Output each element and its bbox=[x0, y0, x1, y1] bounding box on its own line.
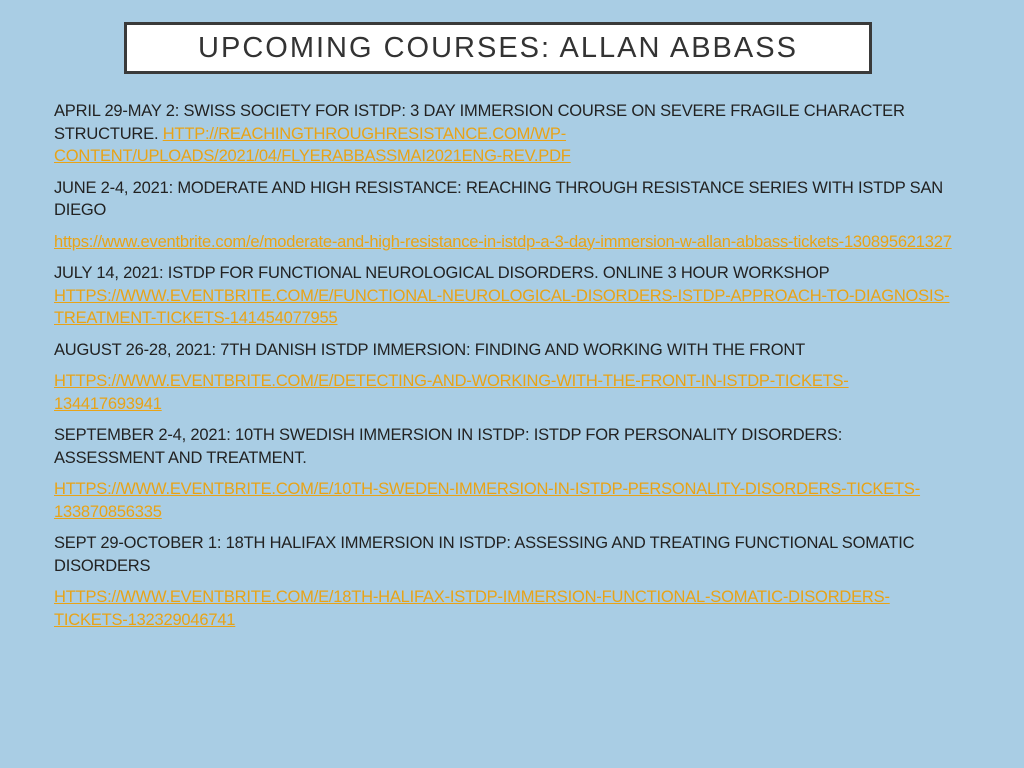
course-link-halifax[interactable]: HTTPS://WWW.EVENTBRITE.COM/E/18TH-HALIFAX-ISTDP-IMMERSION-FUNCTIONAL-SOMATIC-DISORDERS-TICKETS-132329046741 bbox=[54, 588, 890, 629]
slide-title: UPCOMING COURSES: ALLAN ABBASS bbox=[198, 31, 798, 64]
title-box bbox=[124, 22, 872, 74]
course-item-neurological bbox=[54, 262, 954, 330]
course-text-danish: AUGUST 26-28, 2021: 7TH DANISH ISTDP IMMERSION: FINDING AND WORKING WITH THE FRONT bbox=[54, 340, 805, 359]
course-item-swedish bbox=[54, 424, 954, 469]
course-item-san-diego bbox=[54, 177, 954, 222]
course-item-swedish-link bbox=[54, 478, 954, 523]
course-text-neurological: JULY 14, 2021: ISTDP FOR FUNCTIONAL NEUROLOGICAL DISORDERS. ONLINE 3 HOUR WORKSHOP bbox=[54, 264, 830, 282]
course-link-neurological[interactable]: HTTPS://WWW.EVENTBRITE.COM/E/FUNCTIONAL-NEUROLOGICAL-DISORDERS-ISTDP-APPROACH-TO-DIAGNOSIS-TREATMENT-TICKETS-141454077955 bbox=[54, 286, 950, 327]
course-text-swiss: APRIL 29-MAY 2: SWISS SOCIETY FOR ISTDP: 3 DAY IMMERSION COURSE ON SEVERE FRAGILE CHARACTER STRUCTURE. bbox=[54, 102, 905, 143]
course-link-swiss[interactable]: HTTP://REACHINGTHROUGHRESISTANCE.COM/WP-CONTENT/UPLOADS/2021/04/FLYERABBASSMAI2021ENG-REV.PDF bbox=[54, 124, 571, 165]
course-list bbox=[54, 100, 954, 640]
course-link-san-diego[interactable]: https://www.eventbrite.com/e/moderate-and-high-resistance-in-istdp-a-3-day-immersion-w-allan-abbass-tickets-130895621327 bbox=[54, 232, 952, 251]
course-link-danish[interactable]: HTTPS://WWW.EVENTBRITE.COM/E/DETECTING-AND-WORKING-WITH-THE-FRONT-IN-ISTDP-TICKETS-134417693941 bbox=[54, 372, 849, 413]
course-item-danish-link bbox=[54, 370, 954, 415]
course-text-san-diego: JUNE 2-4, 2021: MODERATE AND HIGH RESISTANCE: REACHING THROUGH RESISTANCE SERIES WITH ISTDP SAN DIEGO bbox=[54, 178, 943, 219]
course-item-halifax bbox=[54, 532, 954, 577]
course-text-swedish: SEPTEMBER 2-4, 2021: 10TH SWEDISH IMMERSION IN ISTDP: ISTDP FOR PERSONALITY DISORDERS: ASSESSMENT AND TREATMENT. bbox=[54, 426, 843, 467]
course-text-halifax: SEPT 29-OCTOBER 1: 18TH HALIFAX IMMERSION IN ISTDP: ASSESSING AND TREATING FUNCTIONAL SOMATIC DISORDERS bbox=[54, 534, 915, 575]
course-item-halifax-link bbox=[54, 586, 954, 631]
course-item-danish bbox=[54, 339, 954, 362]
course-item-san-diego-link bbox=[54, 231, 954, 254]
course-item-swiss bbox=[54, 100, 954, 168]
course-link-swedish[interactable]: HTTPS://WWW.EVENTBRITE.COM/E/10TH-SWEDEN-IMMERSION-IN-ISTDP-PERSONALITY-DISORDERS-TICKETS-133870856335 bbox=[54, 480, 921, 521]
